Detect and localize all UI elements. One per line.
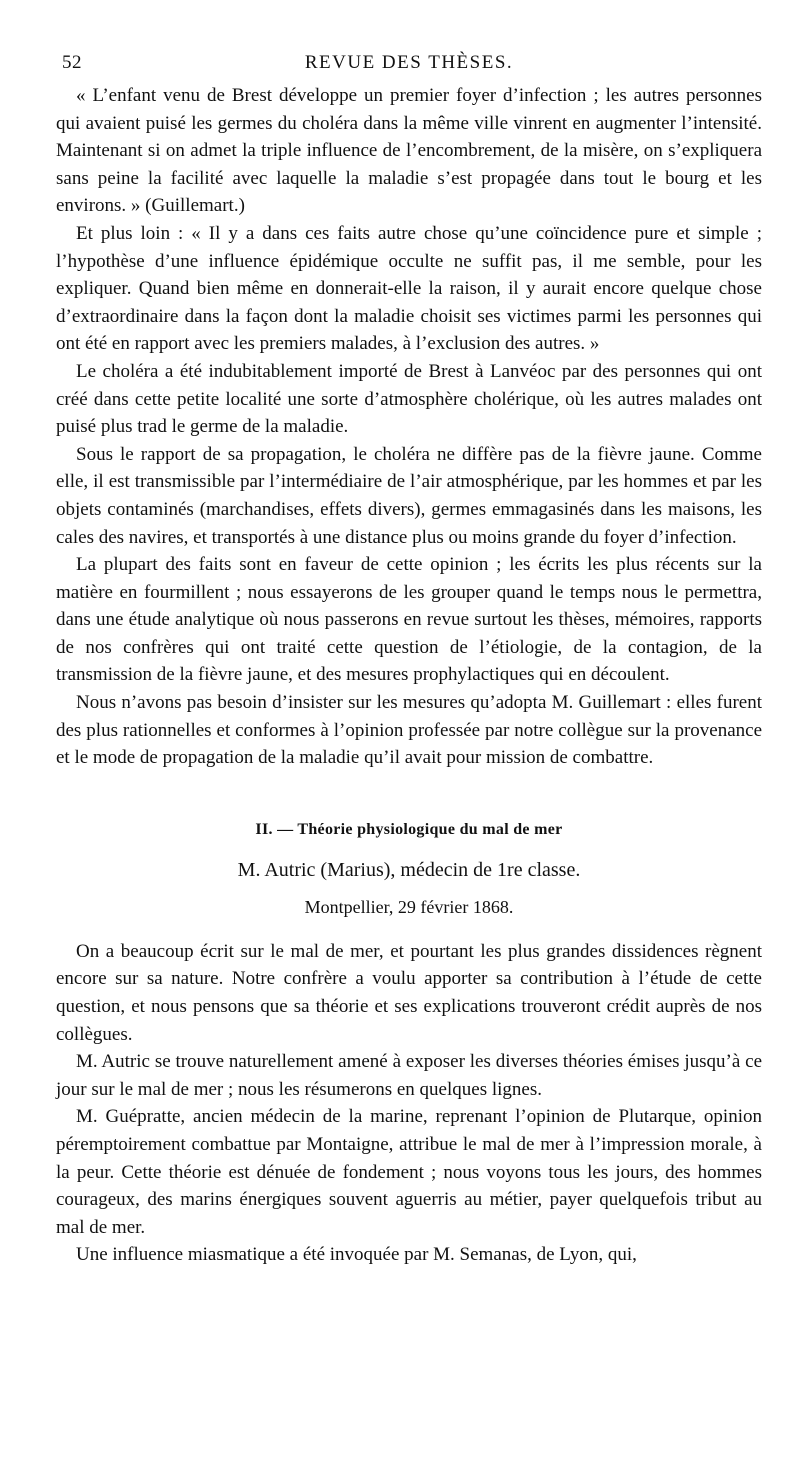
page-number: 52 [62,52,82,73]
body-text-part2 [56,938,762,1269]
paragraph: Une influence miasmatique a été invoquée par M. Semanas, de Lyon, qui, [76,1244,637,1266]
paragraph: On a beaucoup écrit sur le mal de mer, et pourtant les plus grandes dissidences règnent encore sur sa nature. Notre confrère a voulu apporter sa contribution à l’étude de cette question, et nous pensons que sa théorie et ses explications trouveront crédit auprès de nos collègues. [56,940,762,1045]
paragraph: M. Guépratte, ancien médecin de la marine, reprenant l’opinion de Plutarque, opinion péremptoirement combattue par Montaigne, attribue le mal de mer à l’impression morale, à la peur. Cette théorie est dénuée de fondement ; nous voyons tous les jours, des hommes courageux, des marins énergiques souvent aguerris au métier, payer quelquefois tribut au mal de mer. [56,1106,762,1238]
paragraph: La plupart des faits sont en faveur de cette opinion ; les écrits les plus récents sur la matière en fourmillent ; nous essayerons de les grouper quand le temps nous le permettra, dans une étude analytique où nous passerons en revue surtout les thèses, mémoires, rapports de nos confrères qui ont traité cette question de l’étiologie, de la contagion, de la transmission de la fièvre jaune, et des mesures prophylactiques qui en découlent. [56,554,762,686]
paragraph: Et plus loin : « Il y a dans ces faits autre chose qu’une coïncidence pure et simple ; l’hypothèse d’une influence épidémique occulte ne suffit pas, il me semble, pour les expliquer. Quand bien même en donnerait-elle la raison, il y aurait encore quelque chose d’extraordinaire dans la façon dont la maladie choisit ses victimes parmi les personnes qui ont été en rapport avec les premiers malades, à l’exclusion des autres. » [56,222,762,355]
author-line: M. Autric (Marius), médecin de 1re classe. [237,858,581,881]
body-text-part1 [56,82,762,772]
paragraph: Nous n’avons pas besoin d’insister sur les mesures qu’adopta M. Guillemart : elles furent des plus rationnelles et conformes à l’opinion professée par notre collègue sur la provenance et le mode de propagation de la maladie qu’il avait pour mission de combattre. [56,692,762,769]
paragraph: Sous le rapport de sa propagation, le choléra ne diffère pas de la fièvre jaune. Comme elle, il est transmissible par l’intermédiaire de l’air atmosphérique, par les hommes et par les objets contaminés (marchandises, effets divers), germes emmagasinés dans les maisons, les cales des navires, et transportés à une distance plus ou moins grande du foyer d’infection. [56,443,762,548]
paragraph: « L’enfant venu de Brest développe un premier foyer d’infection ; les autres personnes qui avaient puisé les germes du choléra dans la même ville vinrent en augmenter l’intensité. Maintenant si on admet la triple influence de l’encombrement, de la misère, on s’expliquera sans peine la facilité avec laquelle la maladie s’est propagée dans tout le bourg et les environs. » (Guillemart.) [56,85,762,217]
place-date: Montpellier, 29 février 1868. [304,896,514,917]
page-header [56,52,762,82]
paragraph: Le choléra a été indubitablement importé de Brest à Lanvéoc par des personnes qui ont créé dans cette petite localité une sorte d’atmosphère cholérique, où les autres malades ont puisé plus trad le germe de la maladie. [56,360,762,438]
section-heading: II. — Théorie physiologique du mal de mer [255,820,563,838]
running-title: REVUE DES THÈSES. [304,52,514,73]
paragraph: M. Autric se trouve naturellement amené à exposer les diverses théories émises jusqu’à ce jour sur le mal de mer ; nous les résumerons en quelques lignes. [56,1051,762,1100]
